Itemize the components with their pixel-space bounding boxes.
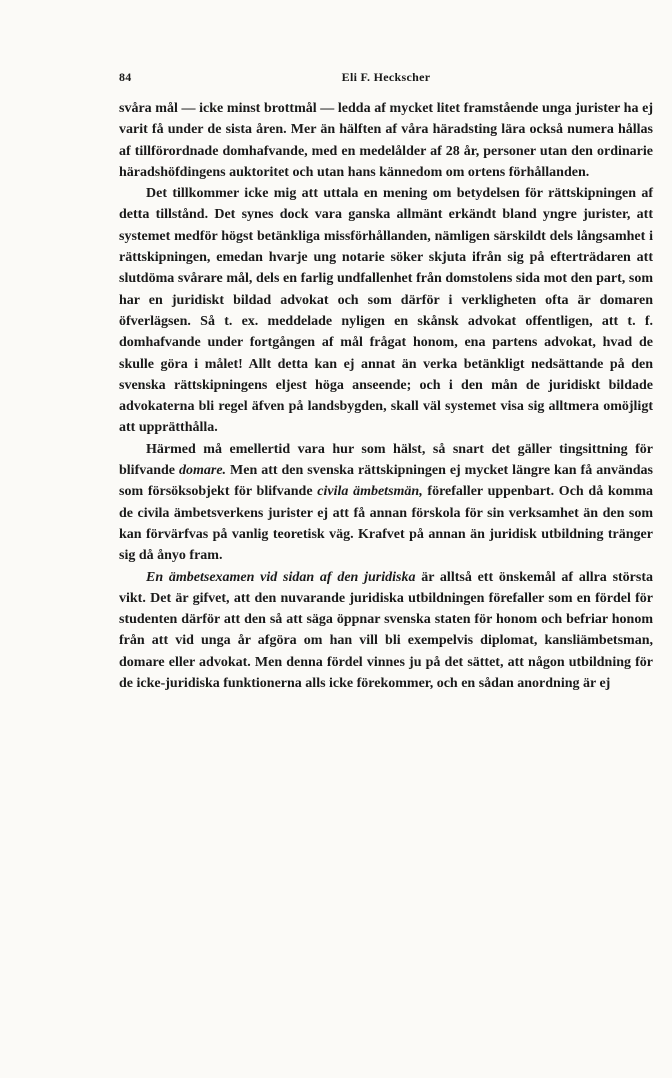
text-run: förefaller uppenbart. Och då komma de civila ämbetsverkens jurister ej att få annan förskola för sin verksamhet än den som kan förvärfvas på vanlig teoretisk väg. Krafvet på annan än juridisk utbildning tränger sig då ånyo fram. — [119, 484, 654, 564]
page-number: 84 — [119, 70, 132, 84]
paragraph-rattskipning — [119, 183, 653, 439]
body-text — [119, 98, 653, 694]
running-title: Eli F. Heckscher — [341, 70, 431, 84]
text-run: Härmed må emellertid vara hur som hälst, så snart det gäller tingsittning för blifvande — [119, 441, 653, 479]
text-run: Det tillkommer icke mig att uttala en mening om betydelsen för rättskipningen af detta tillstånd. Det synes dock vara ganska allmänt erkändt bland yngre jurister, att systemet medför högst betänkliga missförhållanden, nämligen särskildt dels långsamhet i rättskipningen, emedan hvarje ung notarie söker skjuta ifrån sig på efterträdaren att slutdöma svårare mål, dels en farlig undfallenhet från domstolens sida mot den part, som har en juridiskt bildad advokat och som därför i verkligheten ofta är domaren öfverlägsen. Så t. ex. meddelade nyligen en skånsk advokat offentligen, att t. f. domhafvande under fortgången af mål frågat honom, ena partens advokat, hvad de skulle göra i målet! Allt detta kan ej annat än verka betänkligt nedsättande på den svenska rättskipningens eljest höga anseende; och i den mån de juridiskt bildade advokaterna bli regel äfven på landsbygden, skall väl systemet visa sig alltmera omöjligt att upprätthålla. — [119, 186, 653, 436]
text-run: svåra mål — icke minst brottmål — ledda af mycket litet framstående unga jurister ha ej varit få under de sista åren. Mer än hälften af våra häradsting lära också numera hållas af tillförordnade domhafvande, med en medelålder af 28 år, personer utan den ordinarie häradshöfdingens auktoritet och utan hans kännedom om ortens förhållanden. — [119, 101, 653, 180]
paragraph-continuation — [119, 98, 653, 183]
italic-run: domare. — [179, 463, 227, 479]
italic-run: civila ämbetsmän, — [317, 484, 423, 500]
book-page — [119, 70, 653, 694]
italic-run: En ämbetsexamen vid sidan af den juridiska — [146, 569, 416, 585]
text-run: är alltså ett önskemål af allra största vikt. Det är gifvet, att den nuvarande juridiska utbildningen förefaller som en fördel för studenten därför att den så att säga öppnar svenska staten för honom och befriar honom från att vid unga år afgöra om han vill bli exempelvis diplomat, kansliämbetsman, domare eller advokat. Men denna fördel vinnes ju på det sättet, att någon utbildning för de icke-juridiska funktionerna alls icke förekommer, och en sådan anordning är ej — [119, 569, 654, 692]
text-run: Men att den svenska rättskipningen ej mycket längre kan få användas som försöksobjekt för blifvande — [119, 463, 653, 500]
running-head — [119, 70, 653, 92]
paragraph-ambetsexamen — [119, 567, 653, 695]
paragraph-civila-ambetsman — [119, 439, 653, 567]
